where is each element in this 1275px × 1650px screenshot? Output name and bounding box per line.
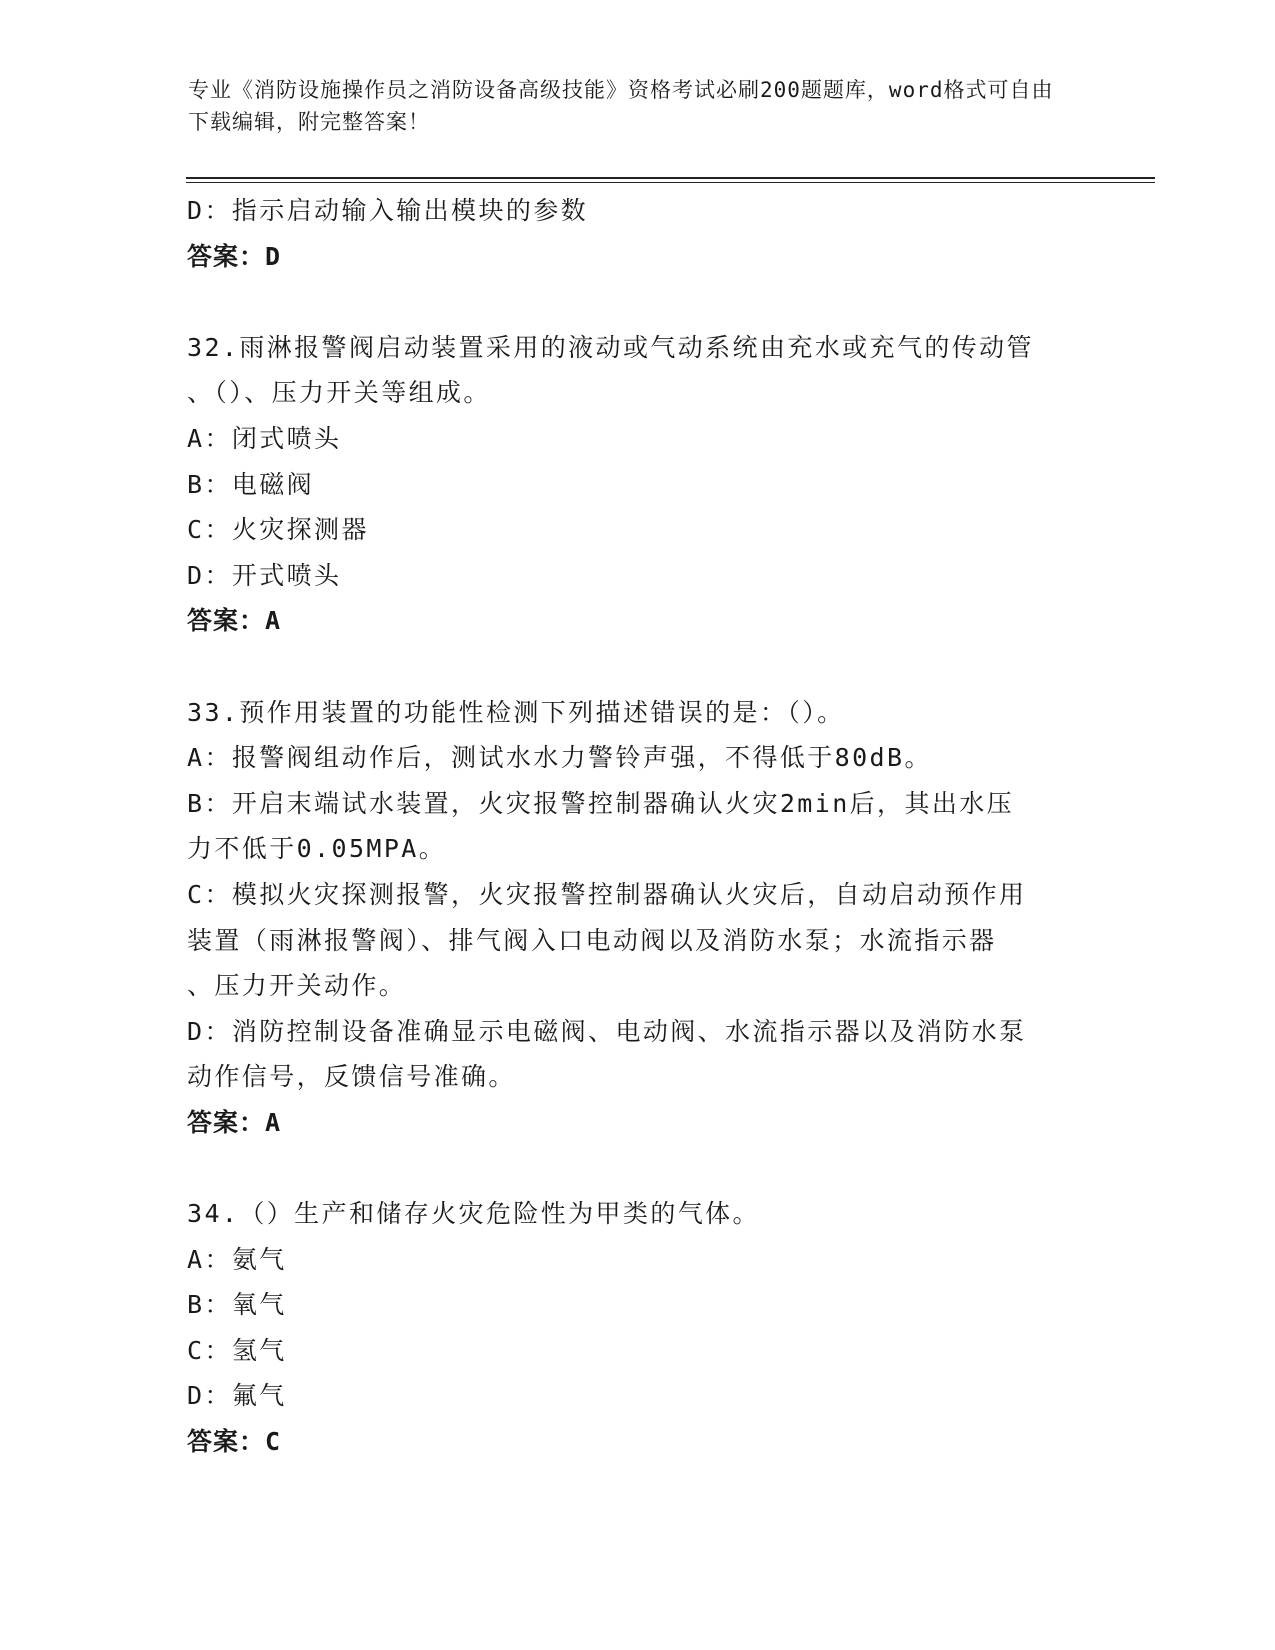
- answer: 答案：C: [187, 1427, 282, 1457]
- header-divider-thin: [186, 182, 1155, 183]
- option-b-continued: 力不低于0.05MPA。: [187, 834, 447, 864]
- header-divider-thick: [186, 177, 1155, 179]
- spacer: [187, 279, 1087, 325]
- option-a: A：氨气: [187, 1244, 287, 1274]
- spacer: [187, 1145, 1087, 1191]
- option-c-continued: 、压力开关动作。: [187, 971, 407, 1001]
- question-block-32: [187, 325, 1087, 644]
- spacer: [187, 644, 1087, 690]
- question-stem-continued: 、（）、压力开关等组成。: [187, 378, 491, 408]
- option-d: D：消防控制设备准确显示电磁阀、电动阀、水流指示器以及消防水泵: [187, 1016, 1027, 1046]
- option-d: D：指示启动输入输出模块的参数: [187, 196, 589, 225]
- option-d: D：氟气: [187, 1381, 287, 1411]
- question-block-34: [187, 1191, 1087, 1465]
- option-c-continued: 装置（雨淋报警阀）、排气阀入口电动阀以及消防水泵；水流指示器: [187, 925, 997, 955]
- question-stem: 32.雨淋报警阀启动装置采用的液动或气动系统由充水或充气的传动管: [187, 332, 1034, 362]
- question-block-33: [187, 690, 1087, 1146]
- answer: 答案：D: [187, 241, 282, 271]
- option-b: B：氧气: [187, 1290, 287, 1320]
- option-c: C：火灾探测器: [187, 515, 369, 545]
- option-b: B：电磁阀: [187, 469, 315, 499]
- option-c: C：氢气: [187, 1335, 287, 1365]
- option-c: C：模拟火灾探测报警，火灾报警控制器确认火灾后，自动启动预作用: [187, 879, 1027, 909]
- option-d: D：开式喷头: [187, 560, 342, 590]
- page-header: [188, 74, 1068, 138]
- option-b: B：开启末端试水装置，火灾报警控制器确认火灾2min后，其出水压: [187, 788, 1015, 818]
- option-a: A：报警阀组动作后，测试水水力警铃声强，不得低于80dB。: [187, 743, 932, 773]
- header-text: 专业《消防设施操作员之消防设备高级技能》资格考试必刷200题题库，word格式可自由下载编辑，附完整答案！: [188, 78, 1054, 134]
- answer: 答案：A: [187, 1107, 282, 1137]
- question-stem: 33.预作用装置的功能性检测下列描述错误的是：（）。: [187, 697, 845, 727]
- question-stem: 34.（）生产和储存火灾危险性为甲类的气体。: [187, 1199, 760, 1229]
- option-d-continued: 动作信号，反馈信号准确。: [187, 1062, 516, 1092]
- question-list: [187, 188, 1087, 1465]
- question-block-31-tail: [187, 188, 1087, 279]
- option-a: A：闭式喷头: [187, 423, 342, 453]
- answer: 答案：A: [187, 606, 282, 636]
